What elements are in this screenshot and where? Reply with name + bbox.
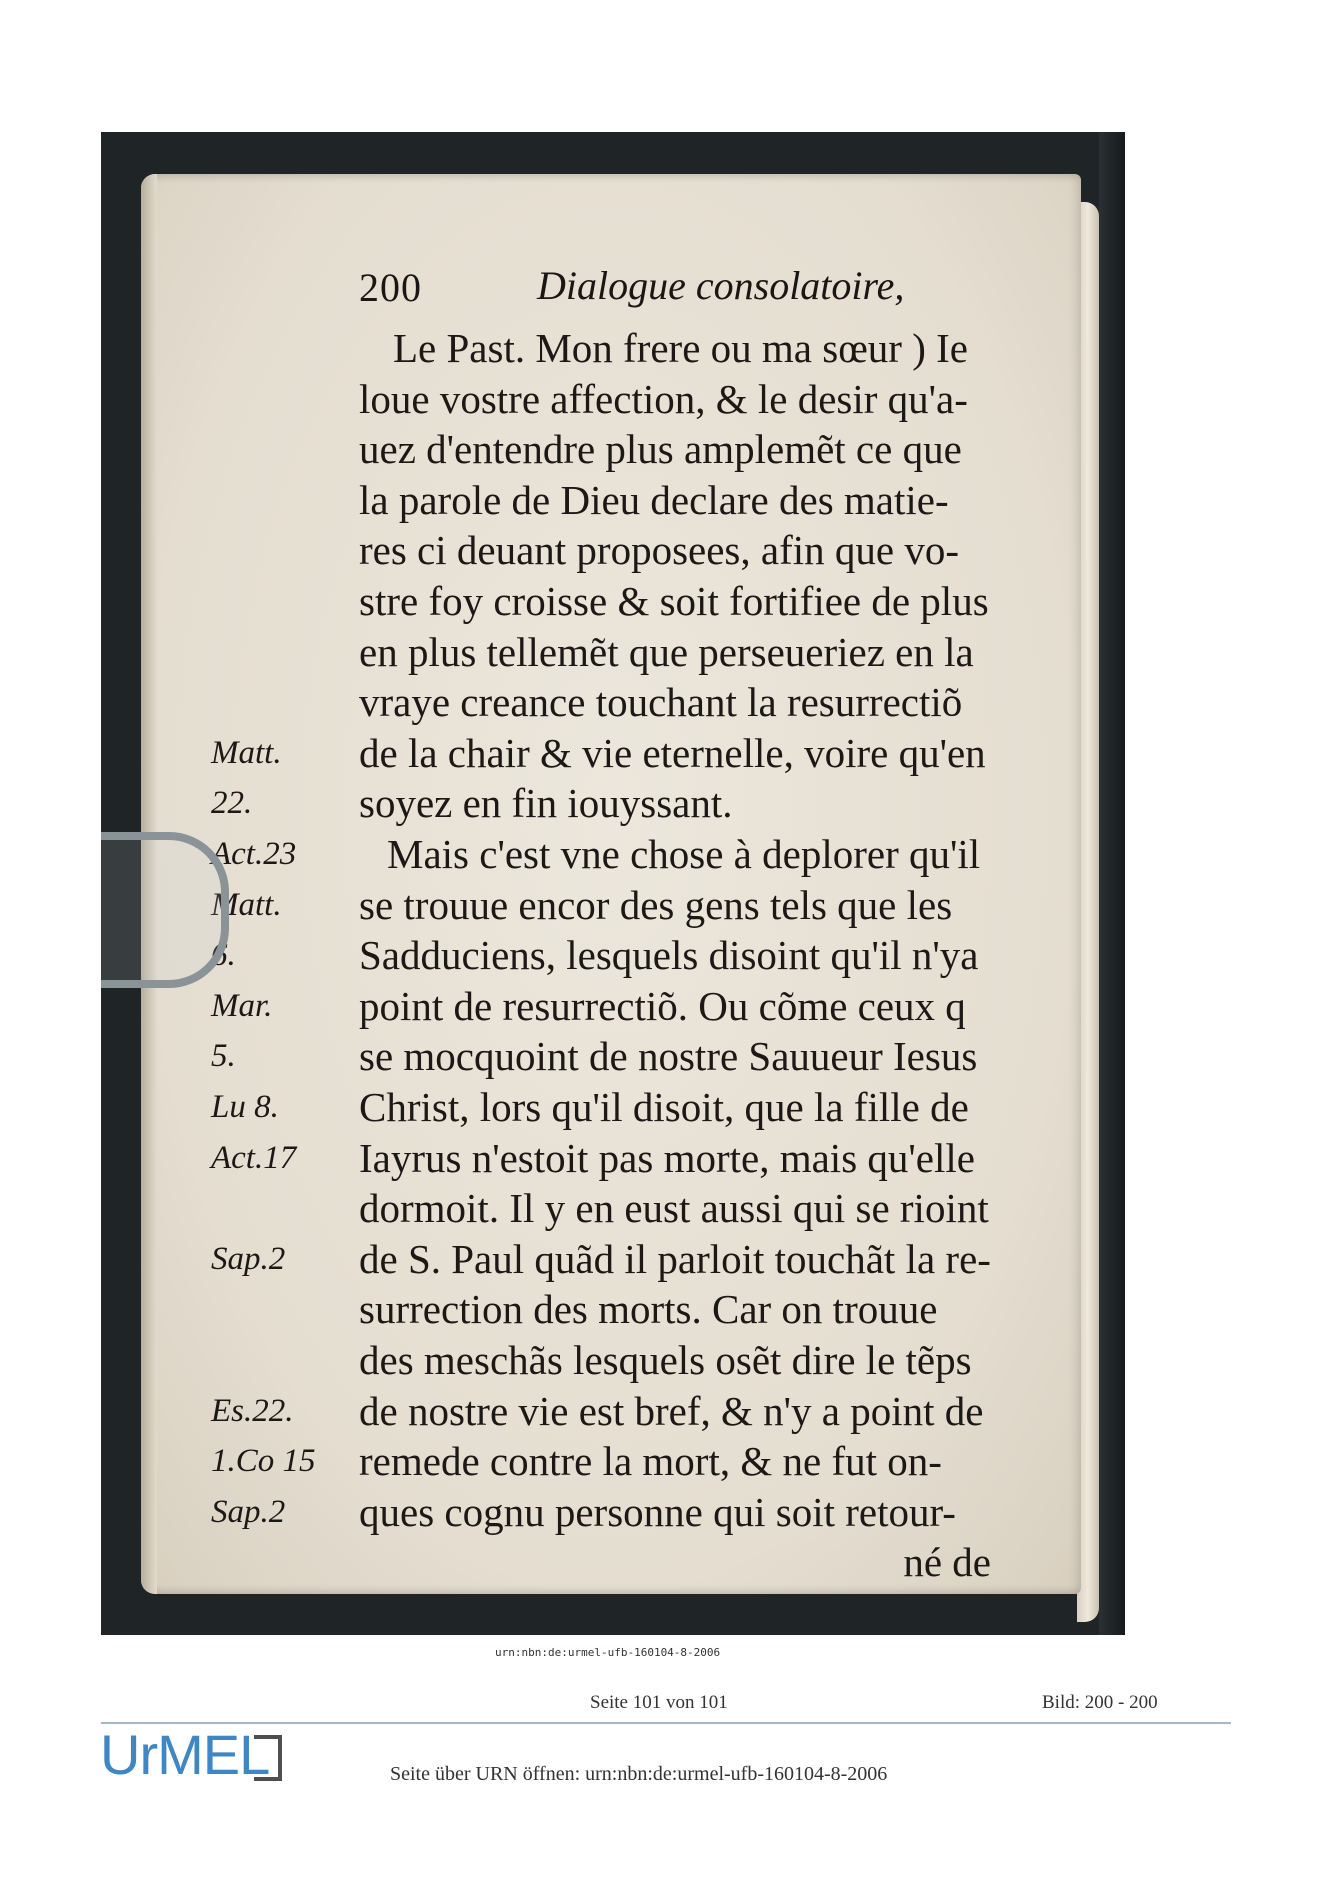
text-line: point de resurrectiõ. Ou cõme ceux q — [359, 982, 966, 1029]
text-line: la parole de Dieu declare des matie- — [359, 476, 949, 523]
logo-bracket-icon — [254, 1735, 282, 1781]
urn-open-link[interactable]: Seite über URN öffnen: urn:nbn:de:urmel-ufb-160104-8-2006 — [390, 1763, 888, 1785]
text-line: se mocquoint de nostre Sauueur Iesus — [359, 1033, 978, 1080]
text-line: uez d'entendre plus amplemẽt ce que — [359, 426, 962, 473]
text-line: en plus tellemẽt que perseueriez en la — [359, 628, 974, 675]
urn-identifier: urn:nbn:de:urmel-ufb-160104-8-2006 — [495, 1646, 721, 1659]
page-header — [359, 264, 1079, 324]
margin-reference: 1.Co 15 — [211, 1443, 316, 1480]
text-line: loue vostre affection, & le desir qu'a- — [359, 375, 968, 422]
margin-reference: 5. — [211, 1038, 236, 1075]
margin-reference: Es.22. — [211, 1392, 294, 1429]
image-counter: Bild: 200 - 200 — [1042, 1692, 1158, 1713]
margin-reference: Act.23 — [211, 836, 297, 872]
text-line: se trouue encor des gens tels que les — [359, 881, 953, 928]
book-page — [141, 174, 1081, 1594]
text-line: de la chair & vie eternelle, voire qu'en — [359, 729, 986, 776]
scan-image — [101, 132, 1125, 1635]
page-number: 200 — [359, 265, 422, 310]
text-line: des meschãs lesquels osẽt dire le tẽps — [359, 1337, 972, 1383]
catchword: né de — [903, 1539, 991, 1586]
margin-reference: Matt. — [211, 886, 282, 923]
margin-reference: Act.17 — [211, 1139, 297, 1176]
text-line: ques cognu personne qui soit retour- — [359, 1488, 956, 1535]
book-cover-edge — [1099, 132, 1125, 1635]
text-line: Le Past. Mon frere ou ma sœur ) Ie — [393, 325, 968, 371]
text-line: Sadduciens, lesquels disoint qu'il n'ya — [359, 932, 979, 979]
text-line: vraye creance touchant la resurrectiõ — [359, 679, 963, 726]
margin-reference: Matt. — [211, 734, 282, 771]
text-line: de S. Paul quãd il parloit touchãt la re- — [359, 1235, 991, 1282]
page-counter: Seite 101 von 101 — [590, 1692, 728, 1713]
text-line: Iayrus n'estoit pas morte, mais qu'elle — [359, 1134, 975, 1181]
text-line: soyez en fin iouyssant. — [359, 780, 733, 827]
running-title: Dialogue consolatoire, — [537, 263, 905, 308]
text-line: remede contre la mort, & ne fut on- — [359, 1438, 942, 1485]
text-line: Christ, lors qu'il disoit, que la fille de — [359, 1084, 969, 1130]
text-line: Mais c'est vne chose à deplorer qu'il — [387, 831, 981, 877]
footer-divider — [101, 1722, 1231, 1724]
text-line: res ci deuant proposees, afin que vo- — [359, 527, 959, 574]
margin-reference: 6. — [211, 937, 236, 974]
margin-reference: Sap.2 — [211, 1240, 286, 1277]
text-line: surrection des morts. Car on trouue — [359, 1286, 938, 1333]
bookmark-clip — [101, 832, 229, 988]
margin-reference: 22. — [211, 785, 253, 822]
margin-reference: Mar. — [211, 987, 273, 1024]
margin-reference: Sap.2 — [211, 1493, 286, 1530]
margin-reference: Lu 8. — [211, 1089, 279, 1125]
text-line: stre foy croisse & soit fortifiee de plus — [359, 578, 989, 624]
text-line: dormoit. Il y en eust aussi qui se rioint — [359, 1185, 989, 1232]
text-line: de nostre vie est bref, & n'y a point de — [359, 1387, 984, 1434]
urmel-logo: UrMEL — [100, 1723, 270, 1786]
